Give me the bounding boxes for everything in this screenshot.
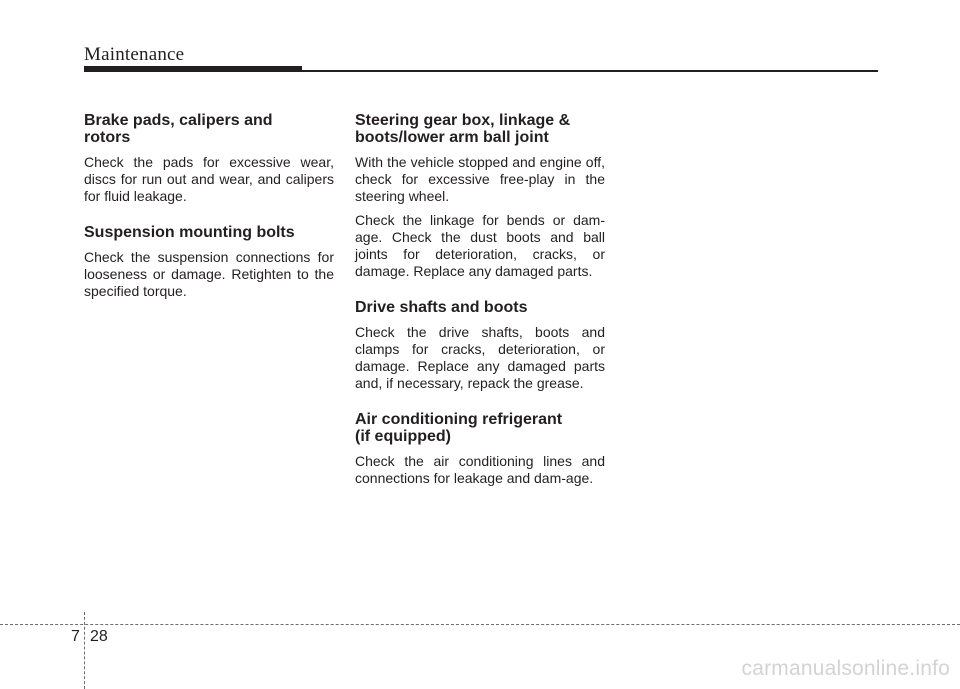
heading-line: Steering gear box, linkage & — [355, 112, 571, 129]
left-column — [84, 112, 334, 319]
header-rule-accent — [84, 66, 302, 72]
section-air-conditioning — [355, 411, 605, 487]
section-body: Check the pads for excessive wear, discs for run out and wear, and calipers for fluid leakage. — [84, 154, 334, 204]
section-drive-shafts — [355, 299, 605, 392]
section-body: Check the suspension connections for looseness or damage. Retighten to the specified torque. — [84, 249, 334, 299]
footer-divider — [0, 624, 960, 625]
section-heading — [355, 411, 605, 445]
section-body: Check the air conditioning lines and connections for leakage and dam-age. — [355, 453, 605, 486]
section-heading — [84, 112, 334, 146]
section-body: With the vehicle stopped and engine off, check for excessive free-play in the steering wheel. — [355, 154, 605, 204]
section-body: Check the drive shafts, boots and clamps for cracks, deterioration, or damage. Replace any damaged parts and, if necessary, repack the grease. — [355, 324, 605, 391]
section-heading: Suspension mounting bolts — [84, 224, 295, 241]
chapter-number: 7 — [71, 628, 80, 645]
heading-line: (if equipped) — [355, 428, 451, 445]
watermark-text: carmanualsonline.info — [741, 657, 950, 680]
section-steering-gear — [355, 112, 605, 280]
heading-line: rotors — [84, 129, 131, 146]
section-heading — [355, 112, 605, 146]
section-brake-pads — [84, 112, 334, 205]
heading-line: boots/lower arm ball joint — [355, 129, 549, 146]
right-column — [355, 112, 605, 506]
heading-line: Air conditioning refrigerant — [355, 411, 563, 428]
section-heading: Drive shafts and boots — [355, 299, 528, 316]
heading-line: Brake pads, calipers and — [84, 112, 273, 129]
page-number: 28 — [90, 628, 108, 645]
page-section-title: Maintenance — [84, 44, 185, 65]
footer-vertical-divider — [84, 612, 85, 689]
section-suspension-bolts — [84, 224, 334, 300]
section-body: Check the linkage for bends or dam-age. Check the dust boots and ball joints for deterioration, cracks, or damage. Replace any damaged parts. — [355, 212, 605, 279]
